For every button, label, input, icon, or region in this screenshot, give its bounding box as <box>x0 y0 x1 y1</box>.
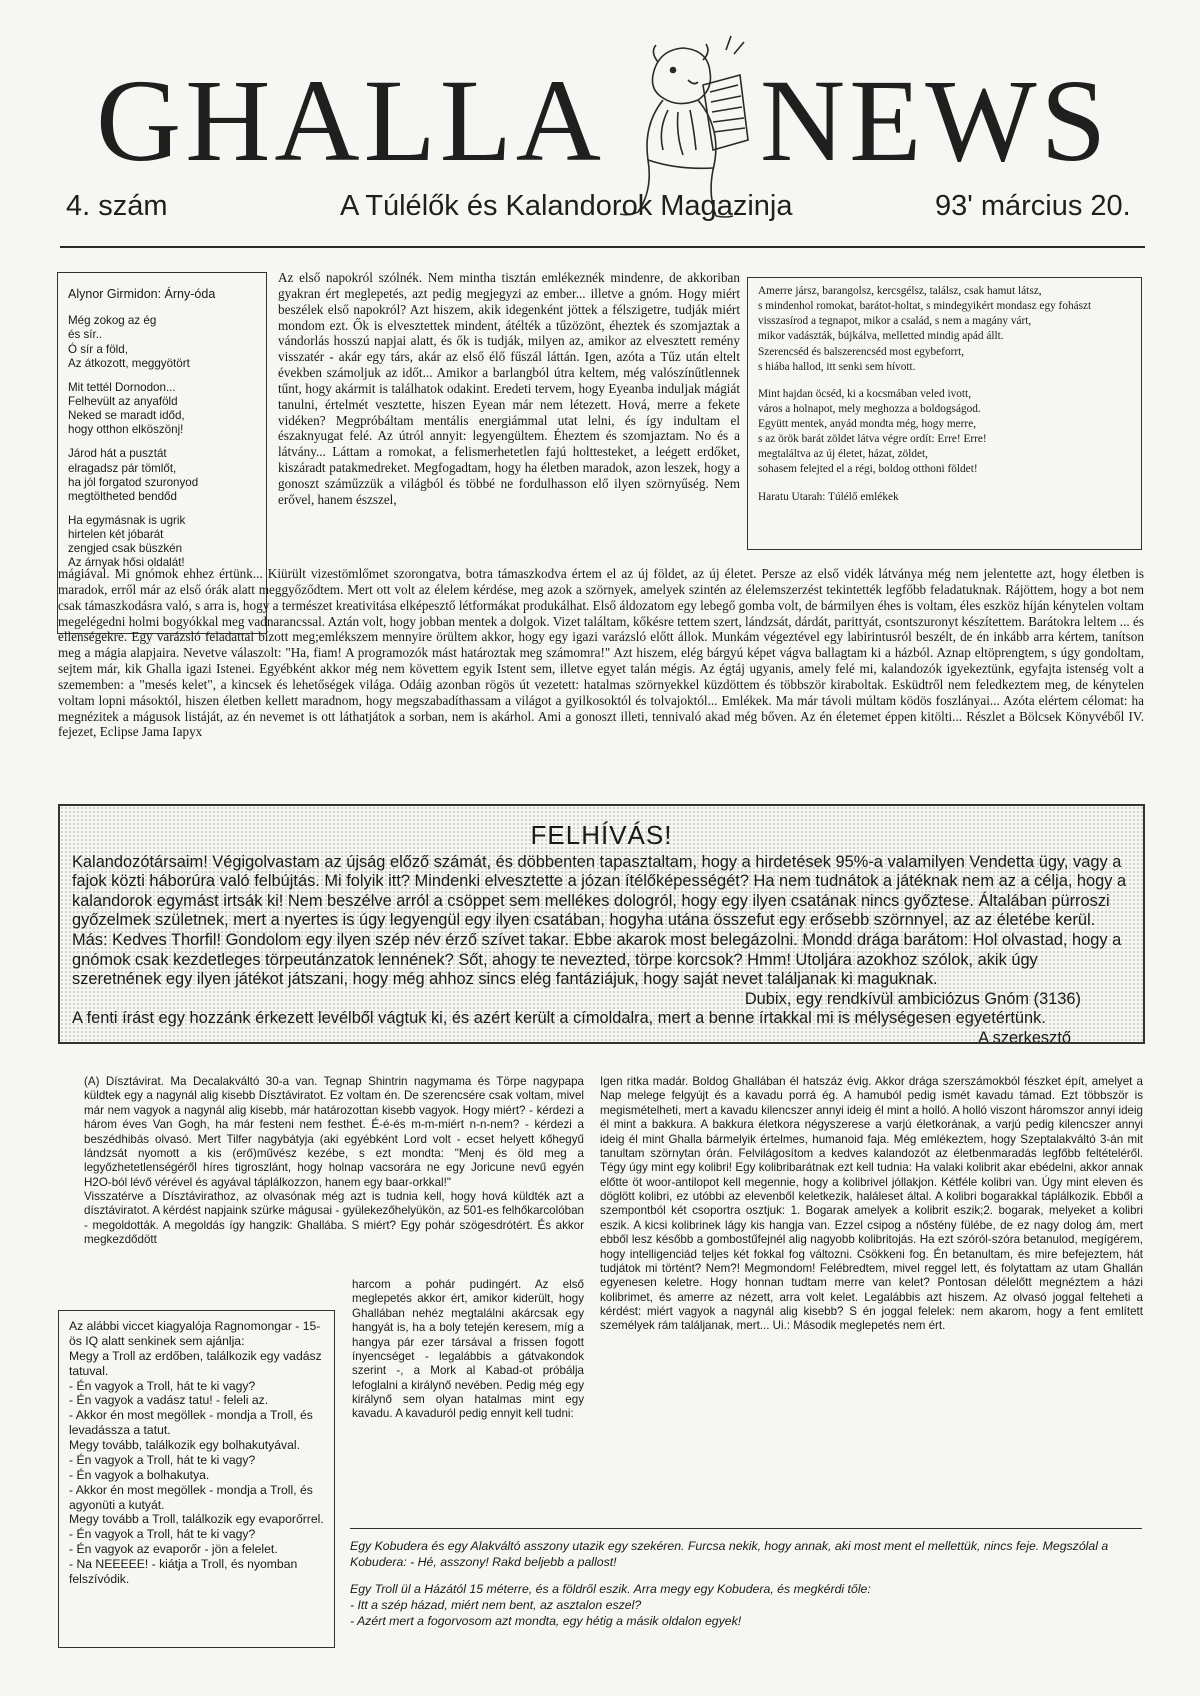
poem-stanza <box>68 314 260 371</box>
joke-line: Megy tovább, találkozik egy bolhakutyával. <box>69 1438 301 1452</box>
masthead-rule <box>60 246 1145 248</box>
quote-stanza <box>758 387 1131 478</box>
poem-line: Az árnyak hősi oldalát! <box>68 556 185 570</box>
poem-stanza <box>68 381 260 438</box>
joke-line: - Na NEEEEE! - kiátja a Troll, és nyomban felszívódik. <box>69 1557 298 1586</box>
quote-line: Együtt mentek, anyád mondta még, hogy merre, <box>758 418 977 430</box>
article-text-full: mágiával. Mi gnómok ehhez értünk... Kiürült vizestömlőmet szorongatva, botra támaszkodva értem el az új földet, az új életet. Persze az első vidék látványa még nem jelentette azt, hogy életben is maradok, erről már az első órák alatt meggyőződtem. Mert ott volt az élelem kérdése, meg azok a szörnyek, amelyek szintén az élelemszerzést tekintették legfőbb feladatuknak. Rájöttem, hogy a bot nem csak támaszkodásra való, s arra is, hogy a természet kreativitása elképesztő létformákat produkálhat. Első áldozatom egy lebegő gomba volt, de bármilyen éhes is voltam, éles eszköz híján kénytelen voltam megelégedni holmi bogyókkal meg vadnarancssal. Aztán volt, hogy jobban mentek a dolgok. Vizet találtam, kőkésre tettem szert, lándzsát, dárdát, parittyát, csontszuronyt készítettem. Barátokra leltem ... és ellenségekre. Egy varázsló feladattal bízott meg;emlékszem mennyire örültem akkor, hogy egy igazi varázsló előtt állok. Munkám végeztével egy labirintusról beszélt, de én inkább arra kértem, tanítson meg a mágia alapjaira. Nevetve válaszolt: "Ha, fiam! A programozók mást határoztak meg számomra!" Azt hiszem, elég bárgyú képet vágva ballagtam ki a házból. Aznap eltöprengtem, s úgy gondoltam, sejtem már, kik Ghalla igazi Istenei. Egyébként akkor még nem követtem egyik Istent sem, illetve egyet talán mégis. Az égtáj ugyanis, amely felé mi, kalandozók igyekeztünk, egyfajta istenség volt a szememben: a "mesés kelet", a kincsek és lehetőségek világa. Odáig azonban rögös út vezetett: hatalmas szörnyekkel küzdöttem és többször kiraboltak. Esküdtről nem feledkeztem meg, de kénytelen voltam lopni másoktól, hiszen életben kellett maradnom, hogy megszabadíthassam a világot a gyilkosoktól és tolvajoktól... Emlékek. Ma már távoli múltam ködös foszlányai... Azóta elértem célomat: ha megnézitek a mágusok listáját, az én nevemet is ott láthatjátok a sorban, nem is akárhol. Ami a gonoszt illeti, tennivaló akad még bőven. Az én életemet éppen kitölti... Részlet a Bölcsek Könyvéből IV. fejezet, Eclipse Jama Iapyx <box>58 566 1144 740</box>
poem-line: hirtelen két jóbarát <box>68 528 164 542</box>
disztavirat-paragraph: Visszatérve a Dísztávirathoz, az olvasónak még azt is tudnia kell, hogy hová küldték azt a dísztáviratot. A kérdést napjaink szürke mágusai - gyülekezőhelyükön, az 501-es felhőkarcolóban - megoldották. A megoldás így hangzik: Ghallába. S miért? Egy pohár szögesdrótért. És akkor megkezdődött <box>84 1190 584 1247</box>
quote-line: város a holnapot, mely meghozza a boldogságod. <box>758 402 981 415</box>
poem-line: zengjed csak büszkén <box>68 542 183 556</box>
joke-line: - Én vagyok a Troll, hát te ki vagy? <box>69 1378 256 1393</box>
article-text-top: Az első napokról szólnék. Nem mintha tisztán emlékeznék mindenre, de akkoriban gyakran ért meglepetés, azt pedig megjegyzi az ember... illetve a gnóm. Hogy miért beszélek első napokról? Azt hiszem, akik idegenként jöttek a félszigetre, tudják miért mondom ezt. Ők is elvesztettek mindent, átélték a tűzözönt, éheztek és szomjaztak a vándorlás hosszú napjai alatt, és ők is tudják, milyen az, amikor az elvesztett remény visszatér - akár egy társ, akár az első élő fűszál láttán. Igen, azóta a Tűz után eltelt években számoljuk az időt... Amikor a barlangból útra keltem, még valószínűtlennek tűnt, hogy akármit is találhatok odakint. Eredeti tervem, hogy Eyeanba induljak mágiát tanulni, értelmét vesztette, hiszen Eyean már nem létezett. Hová, merre a fekete vidéken? Megpróbáltam mentális energiámmal utat lelni, és így indultam el északnyugat felé. Az útról annyit: legyengültem. Éheztem és szomjaztam. No és a látvány... Láttam a romokat, a felismerhetetlen fajú holttesteket, a leégett erdőket, kiszáradt patakmedreket. Megfogadtam, hogy ha életben maradok, azon leszek, hogy a gonoszt száműzzük a világból és többé ne fordulhasson elő ilyen szörnyűség. Nem erővel, hanem észszel, <box>278 270 740 507</box>
issue-number: 4. szám <box>66 190 168 222</box>
disztavirat-paragraph: (A) Dísztávirat. Ma Decalakváltó 30-a van. Tegnap Shintrin nagymama és Törpe nagypapa küldtek egy a nagynál alig kisebb Dísztáviratot. Ez voltam én. De szerencsére csak voltam, mivel már nem vagyok a nagynál alig kisebb, már határozottan kisebb vagyok. Hogy miért? - kérdezi a három éves Van Gogh, ha már festeni nem festhet. É-é-és m-m-miért n-n-nem? - kérdezi a beszédhibás olvasó. Mert Tilfer nagybátyja (aki egyébként Lord volt - ecset helyett kőhegyű lándzsát nyomott a kis (erő)művész kezébe, s ezt mondta: "Menj és öld meg a legyőzhetetlenségéről híres tigroszlánt, hogy holnap vacsorára ne egy Joricune nevű egyén H2O-ból lévő vérével és agyával táplálkozzon, hanem egy baar-orkkal!" <box>84 1075 584 1189</box>
joke-line: Az alábbi viccet kiagyalója Ragnomongar - 15-ös IQ alatt senkinek sem ajánlja: <box>69 1319 321 1348</box>
quote-stanza <box>758 284 1131 375</box>
poem-line: megtöltheted bendőd <box>68 489 177 503</box>
troll-joke-box <box>58 1310 335 1648</box>
poem-line: Felhevült az anyaföld <box>68 394 178 408</box>
masthead-title-right: NEWS <box>760 55 1111 186</box>
joke-line: Megy tovább a Troll, találkozik egy evaporőrrel. <box>69 1512 324 1527</box>
poem-line: Járod hát a pusztát <box>68 447 167 461</box>
quote-line: Amerre jársz, barangolsz, kercsgélsz, találsz, csak hamut látsz, <box>758 285 1042 297</box>
poem-line: Az átkozott, meggyötört <box>68 356 190 370</box>
poem-line: és sír.. <box>68 328 103 342</box>
felhivas-note: A fenti írást egy hozzánk érkezett levélből vágtuk ki, és azért került a címoldalra, mert a benne írtakkal mi is mélységesen egyetértünk. <box>72 1009 1046 1028</box>
disztavirat-right-column <box>600 1075 1143 1334</box>
short-jokes <box>350 1528 1142 1630</box>
issue-date: 93' március 20. <box>935 190 1131 222</box>
short-joke: Egy Kobudera és egy Alakváltó asszony utazik egy szekéren. Furcsa nekik, hogy annak, aki most ment el mellettük, nincs feje. Megszólal a Kobudera: - Hé, asszony! Rakd beljebb a pallost! <box>350 1539 1109 1569</box>
short-joke-line: - Itt a szép házad, miért nem bent, az asztalon eszel? <box>350 1598 642 1613</box>
poem-line: Ha egymásnak is ugrik <box>68 513 186 527</box>
poem-title: Alynor Girmidon: Árny-óda <box>68 287 216 301</box>
poem-line: hogy otthon elköszönj! <box>68 423 184 437</box>
joke-line: Megy a Troll az erdőben, találkozik egy vadász tatuval. <box>69 1348 322 1378</box>
magazine-subtitle: A Túlélők és Kalandorok Magazinja <box>340 190 793 222</box>
quote-line: mikor vadászták, bújkálva, melletted mindig apád állt. <box>758 330 1004 343</box>
felhivas-editor: A szerkesztő <box>978 1028 1071 1044</box>
short-joke-intro: Egy Troll ül a Házától 15 méterre, és a földről eszik. Arra megy egy Kobudera, és megkérdi tőle: <box>350 1582 871 1597</box>
poem-stanza <box>68 447 260 504</box>
poem-stanza <box>68 514 260 571</box>
quote-line: s hiába hallod, itt senki sem hívott. <box>758 360 916 373</box>
disztavirat-left-column <box>84 1075 584 1248</box>
joke-line: - Én vagyok a bolhakutya. <box>69 1467 210 1482</box>
disztavirat-right-text: Igen ritka madár. Boldog Ghallában él hatszáz évig. Akkor drága szerszámokból fészket épít, amelyet a Nap melege felgyújt és a kavadu porrá ég. A hamuból pedig ismét kavadu támad. Ezt többször is megismételheti, mert a kavadu kilencszer annyi ideig él mint a holló. A holló viszont háromszor annyi ideig él mint a bakkura. A bakkura életkora négyszerese a varjú életkorának, a varjú pedig kilencszer annyi ideig él mint Ghalla bármelyik értelmes, humanoid faja. Még emlékeztem, hogy Szeptalakváltó 3-án mit tanultam szörnytan órán. Felvilágosítom a kedves kalandozót az életbenmaradás legfőbb feltételéről. Tégy úgy mint egy kolibri! Egy kolibribarátnak ezt kell tudnia: Ha valaki kolibrit akar ebédelni, akkor annak előtte öt woor-antilopot kell megennie, hogy a kolibrivel jóllakjon. Kétféle kolibri van. Úgy mint eleven és döglött kolibri, ez utóbbi az elevenből keletkezik, haláleset által. A kolibri bogarakkal táplálkozik. Ebből a szempontból két csoportra osztjuk: 1. Bogarak amelyek a kolibrit eszik;2. bogarak, melyeket a kolibri eszik. A kicsi kolibrinek lágy kis hangja van. Ezzel csipog a nőstény fülébe, de ez nagy dolog ám, mert ebből lesz később a gombostűfejnél alig nagyobb kolibritojás. Ha ezt szóról-szóra betanulod, megígérem, hogy intelligenciád teljes két fokkal fog változni. Csökkeni fog. Én betanultam, és mire befejeztem, hát tudjátok mi történt? Nem?! Megmondom! Felébredtem, mivel reggel lett, és folytattam az utam Ghallán egyenesen keletre. Hogy honnan tudtam merre van kelet? Pontosan délelőtt megnéztem a házi kolibrimet, és amerre az nézett, arra volt kelet. Legalábbis azt hiszem. Az olvasó joggal felteheti a kérdést: miért vagyok a nagynál alig kisebb? S én joggal felelek: nem akarom, hogy a fent említett személyek rám találjanak, mert... Ui.: Második meglepetés nem ért. <box>600 1075 1143 1333</box>
quote-line: Mint hajdan öcséd, ki a kocsmában veled ivott, <box>758 387 972 400</box>
poem-line: Még zokog az ég <box>68 314 157 328</box>
felhivas-heading: FELHÍVÁS! <box>530 820 673 850</box>
quote-line: Haratu Utarah: Túlélő emlékek <box>758 490 899 503</box>
poem-line: Ó sír a föld, <box>68 342 128 356</box>
felhivas-box <box>58 804 1145 1044</box>
quote-line: s az örök barát zöldet látva végre ordít: Erre! Erre! <box>758 433 987 446</box>
joke-line: - Én vagyok a vadász tatu! - feleli az. <box>69 1393 269 1408</box>
poem-line: Neked se maradt időd, <box>68 409 185 423</box>
felhivas-body: Kalandozótársaim! Végigolvastam az újság előző számát, és döbbenten tapasztaltam, hogy a hirdetések 95%-a valamilyen Vendetta ügy, vagy a fajok közti háborúra való felbújtás. Mi folyik itt? Mindenki elvesztette a józan ítélőképességét? Ha nem tudnátok a játéknak nem az a célja, hogy a kalandorok egymást irtsák ki! Nem beszélve arról a csöppet sem mellékes dologról, hogy egy ilyen csatának nincs győztese. Általában pürroszi győzelmek születnek, mert a nyertes is úgy legyengül egy ilyen csatában, hogyha utána összefut egy erősebb szörnnyel, az az életébe kerül. Más: Kedves Thorfil! Gondolom egy ilyen szép név érző szívet takar. Ebbe akarok most belegázolni. Mondd drága barátom: Hol olvastad, hogy a gnómok csak kezdetleges törpeutánzatok lennének? Sőt, ahogy te nevezted, törpe korcsok? Hmm! Utoljára azokhoz szólok, akik úgy szeretnének egy ilyen játékot játszani, hogy még ahhoz sincs elég fantáziájuk, hogy saját nevet találjanak ki maguknak. <box>72 852 1127 989</box>
quote-box <box>747 277 1142 550</box>
quote-line: megtaláltva az új életet, házat, zöldet, <box>758 448 928 461</box>
poem-line: ha jól forgatod szuronyod <box>68 475 199 489</box>
disztavirat-mid-column <box>352 1278 584 1422</box>
joke-line: - Én vagyok az evaporőr - jön a felelet. <box>69 1542 278 1557</box>
disztavirat-mid-text: harcom a pohár pudingért. Az első meglepetés akkor ért, amikor kiderült, hogy Ghallában nehéz megtalálni akárcsak egy hangyát is, ha a boly tetején keresem, míg a hangya pár ezer társával a frissen fogott ínyencséget - legalábbis a gátvakondok szerint -, a Mork al Kabad-ot próbálja lefoglalni a királynő nevében. Pedig még egy királynő sem olyan hatalmas mint egy kavadu. A kavaduról pedig ennyit kell tudni: <box>352 1278 584 1421</box>
joke-line: - Én vagyok a Troll, hát te ki vagy? <box>69 1527 256 1542</box>
quote-line: sohasem felejted el a régi, boldog otthoni földet! <box>758 463 978 476</box>
quote-attribution <box>758 490 1131 505</box>
felhivas-signature: Dubix, egy rendkívül ambiciózus Gnóm (3136) <box>744 989 1081 1008</box>
joke-line: - Akkor én most megöllek - mondja a Troll, és agyonüti a kutyát. <box>69 1482 313 1512</box>
poem-line: elragadsz pár tömlőt, <box>68 461 177 475</box>
joke-line: - Én vagyok a Troll, hát te ki vagy? <box>69 1452 256 1467</box>
quote-line: Szerencséd és balszerencséd most egybeforrt, <box>758 345 965 358</box>
quote-line: visszasírod a tegnapot, mikor a család, s nem a magány várt, <box>758 315 1032 328</box>
quote-line: s mindenhol romokat, barátot-holtat, s mindegyikért mondasz egy fohászt <box>758 300 1092 313</box>
short-joke-line: - Azért mert a fogorvosom azt mondta, egy hétig a másik oldalon egyek! <box>350 1613 742 1628</box>
joke-line: - Akkor én most megöllek - mondja a Troll, és levadássza a tatut. <box>69 1408 313 1438</box>
masthead-title-left: GHALLA <box>96 55 606 186</box>
poem-line: Mit tettél Dornodon... <box>68 380 176 394</box>
